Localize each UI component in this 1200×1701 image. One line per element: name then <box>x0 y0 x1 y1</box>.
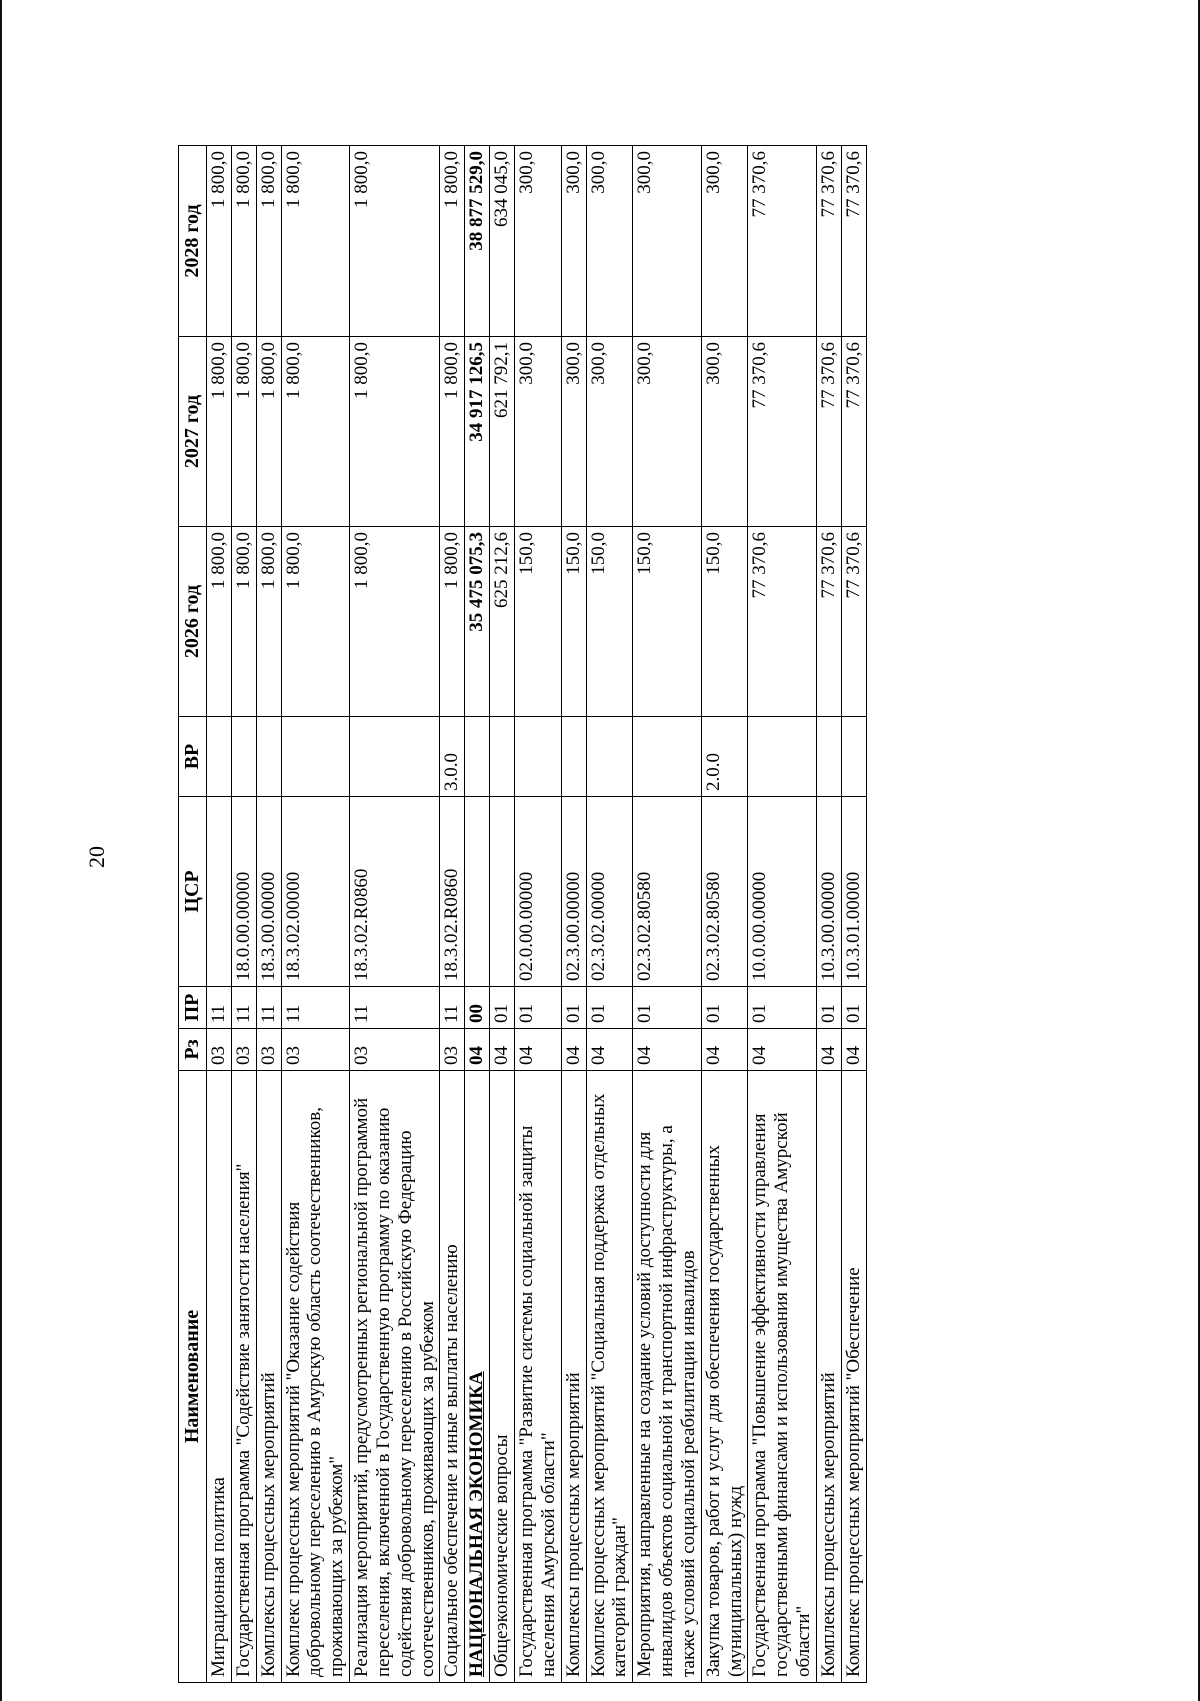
cell-pr: 11 <box>256 987 281 1029</box>
cell-2027: 300,0 <box>701 337 748 527</box>
table-row <box>841 146 866 1683</box>
cell-2028: 300,0 <box>586 146 633 337</box>
cell-vr <box>561 717 586 797</box>
cell-csr: 10.3.00.00000 <box>816 797 841 987</box>
cell-2026: 77 370,6 <box>748 527 817 717</box>
cell-name: Комплексы процессных мероприятий <box>256 1071 281 1683</box>
cell-2028: 1 800,0 <box>440 146 465 337</box>
header-rz: Рз <box>179 1029 207 1071</box>
cell-pr: 11 <box>440 987 465 1029</box>
header-2026: 2026 год <box>179 527 207 717</box>
table-row <box>748 146 817 1683</box>
cell-2028: 77 370,6 <box>841 146 866 337</box>
table-row <box>561 146 586 1683</box>
cell-pr: 01 <box>490 987 515 1029</box>
table-header-row <box>179 146 207 1683</box>
table-row <box>514 146 561 1683</box>
cell-vr: 3.0.0 <box>440 717 465 797</box>
cell-name: Комплексы процессных мероприятий <box>561 1071 586 1683</box>
cell-name: НАЦИОНАЛЬНАЯ ЭКОНОМИКА <box>465 1071 490 1683</box>
cell-2027: 1 800,0 <box>256 337 281 527</box>
cell-name: Комплексы процессных мероприятий <box>816 1071 841 1683</box>
rotated-page-content <box>178 146 867 1683</box>
cell-2027: 1 800,0 <box>281 337 350 527</box>
cell-2027: 34 917 126,5 <box>465 337 490 527</box>
cell-2027: 621 792,1 <box>490 337 515 527</box>
cell-rz: 04 <box>701 1029 748 1071</box>
cell-name: Закупка товаров, работ и услуг для обеспечения государственных (муниципальных) нужд <box>701 1071 748 1683</box>
cell-vr <box>350 717 440 797</box>
cell-2026: 625 212,6 <box>490 527 515 717</box>
cell-pr: 01 <box>514 987 561 1029</box>
cell-2026: 77 370,6 <box>816 527 841 717</box>
table-row <box>816 146 841 1683</box>
cell-csr: 18.3.02.R0860 <box>350 797 440 987</box>
cell-2026: 1 800,0 <box>350 527 440 717</box>
cell-name: Общеэкономические вопросы <box>490 1071 515 1683</box>
cell-vr <box>207 717 232 797</box>
cell-2026: 150,0 <box>633 527 702 717</box>
cell-pr: 11 <box>281 987 350 1029</box>
cell-pr: 01 <box>748 987 817 1029</box>
header-csr: ЦСР <box>179 797 207 987</box>
cell-name: Комплекс процессных мероприятий "Оказание содействия добровольному переселению в Амурскую область соотечественников, проживающих за рубежом" <box>281 1071 350 1683</box>
table-row <box>440 146 465 1683</box>
table-row <box>256 146 281 1683</box>
header-2028: 2028 год <box>179 146 207 337</box>
cell-vr <box>256 717 281 797</box>
cell-2026: 1 800,0 <box>231 527 256 717</box>
cell-2026: 1 800,0 <box>256 527 281 717</box>
cell-pr: 01 <box>633 987 702 1029</box>
cell-rz: 04 <box>748 1029 817 1071</box>
cell-csr: 18.3.02.R0860 <box>440 797 465 987</box>
cell-2026: 77 370,6 <box>841 527 866 717</box>
cell-pr: 01 <box>841 987 866 1029</box>
cell-csr: 18.3.02.00000 <box>281 797 350 987</box>
cell-csr: 10.0.00.00000 <box>748 797 817 987</box>
cell-vr <box>490 717 515 797</box>
cell-2026: 1 800,0 <box>440 527 465 717</box>
cell-2027: 300,0 <box>586 337 633 527</box>
cell-csr: 18.0.00.00000 <box>231 797 256 987</box>
cell-vr <box>816 717 841 797</box>
cell-2028: 300,0 <box>701 146 748 337</box>
cell-rz: 04 <box>465 1029 490 1071</box>
cell-name: Государственная программа "Содействие занятости населения" <box>231 1071 256 1683</box>
cell-2027: 1 800,0 <box>231 337 256 527</box>
cell-csr: 10.3.01.00000 <box>841 797 866 987</box>
cell-2027: 1 800,0 <box>440 337 465 527</box>
cell-csr: 02.0.00.00000 <box>514 797 561 987</box>
cell-2027: 300,0 <box>514 337 561 527</box>
cell-vr <box>514 717 561 797</box>
table-row <box>350 146 440 1683</box>
cell-pr: 00 <box>465 987 490 1029</box>
cell-2027: 300,0 <box>633 337 702 527</box>
cell-2026: 150,0 <box>514 527 561 717</box>
cell-rz: 03 <box>281 1029 350 1071</box>
cell-rz: 03 <box>350 1029 440 1071</box>
cell-2028: 77 370,6 <box>748 146 817 337</box>
cell-rz: 04 <box>561 1029 586 1071</box>
cell-csr: 18.3.00.00000 <box>256 797 281 987</box>
budget-table <box>178 145 867 1683</box>
cell-vr <box>281 717 350 797</box>
table-row <box>281 146 350 1683</box>
cell-2026: 150,0 <box>561 527 586 717</box>
cell-rz: 04 <box>633 1029 702 1071</box>
cell-vr <box>633 717 702 797</box>
table-row <box>207 146 232 1683</box>
cell-2028: 1 800,0 <box>256 146 281 337</box>
cell-pr: 01 <box>816 987 841 1029</box>
cell-2027: 77 370,6 <box>816 337 841 527</box>
cell-vr <box>465 717 490 797</box>
cell-2027: 300,0 <box>561 337 586 527</box>
cell-2027: 77 370,6 <box>841 337 866 527</box>
cell-rz: 04 <box>514 1029 561 1071</box>
cell-2026: 1 800,0 <box>281 527 350 717</box>
cell-rz: 03 <box>231 1029 256 1071</box>
cell-2028: 77 370,6 <box>816 146 841 337</box>
cell-2026: 150,0 <box>701 527 748 717</box>
cell-pr: 01 <box>586 987 633 1029</box>
cell-csr <box>207 797 232 987</box>
cell-2028: 300,0 <box>633 146 702 337</box>
cell-csr: 02.3.02.80580 <box>701 797 748 987</box>
cell-name: Миграционная политика <box>207 1071 232 1683</box>
header-pr: ПР <box>179 987 207 1029</box>
cell-vr <box>748 717 817 797</box>
cell-2028: 300,0 <box>561 146 586 337</box>
cell-2028: 300,0 <box>514 146 561 337</box>
cell-vr <box>231 717 256 797</box>
cell-2028: 1 800,0 <box>207 146 232 337</box>
cell-2028: 1 800,0 <box>231 146 256 337</box>
cell-csr: 02.3.02.80580 <box>633 797 702 987</box>
cell-vr <box>841 717 866 797</box>
cell-2027: 1 800,0 <box>207 337 232 527</box>
cell-pr: 11 <box>231 987 256 1029</box>
cell-pr: 11 <box>350 987 440 1029</box>
cell-2026: 35 475 075,3 <box>465 527 490 717</box>
cell-csr <box>490 797 515 987</box>
cell-2028: 1 800,0 <box>350 146 440 337</box>
cell-rz: 03 <box>256 1029 281 1071</box>
cell-pr: 01 <box>701 987 748 1029</box>
cell-2027: 1 800,0 <box>350 337 440 527</box>
cell-name: Мероприятия, направленные на создание условий доступности для инвалидов объектов социальной и транспортной инфраструктуры, а также условий социальной реабилитации инвалидов <box>633 1071 702 1683</box>
cell-2026: 1 800,0 <box>207 527 232 717</box>
cell-rz: 04 <box>816 1029 841 1071</box>
cell-name: Государственная программа "Повышение эффективности управления государственными финансами и использования имущества Амурской области" <box>748 1071 817 1683</box>
cell-rz: 04 <box>841 1029 866 1071</box>
table-row <box>465 146 490 1683</box>
cell-vr: 2.0.0 <box>701 717 748 797</box>
cell-csr: 02.3.02.00000 <box>586 797 633 987</box>
cell-2027: 77 370,6 <box>748 337 817 527</box>
table-body <box>207 146 867 1683</box>
header-vr: ВР <box>179 717 207 797</box>
cell-name: Социальное обеспечение и иные выплаты населению <box>440 1071 465 1683</box>
table-row <box>701 146 748 1683</box>
cell-2028: 634 045,0 <box>490 146 515 337</box>
header-name: Наименование <box>179 1071 207 1683</box>
cell-name: Реализация мероприятий, предусмотренных региональной программой переселения, включенной в Государственную программу по оказанию содействия добровольному переселению в Российскую Федерацию соотечественников, проживающих за рубежом <box>350 1071 440 1683</box>
scan-border-left <box>0 0 2 1701</box>
cell-csr <box>465 797 490 987</box>
cell-vr <box>586 717 633 797</box>
table-row <box>586 146 633 1683</box>
table-row <box>231 146 256 1683</box>
cell-csr: 02.3.00.00000 <box>561 797 586 987</box>
cell-2028: 38 877 529,0 <box>465 146 490 337</box>
cell-2028: 1 800,0 <box>281 146 350 337</box>
page-number: 20 <box>84 846 109 868</box>
cell-rz: 03 <box>440 1029 465 1071</box>
table-row <box>490 146 515 1683</box>
cell-pr: 01 <box>561 987 586 1029</box>
header-2027: 2027 год <box>179 337 207 527</box>
cell-2026: 150,0 <box>586 527 633 717</box>
cell-rz: 04 <box>586 1029 633 1071</box>
cell-pr: 11 <box>207 987 232 1029</box>
cell-name: Государственная программа "Развитие системы социальной защиты населения Амурской области" <box>514 1071 561 1683</box>
cell-name: Комплекс процессных мероприятий "Социальная поддержка отдельных категорий граждан" <box>586 1071 633 1683</box>
cell-name: Комплекс процессных мероприятий "Обеспечение <box>841 1071 866 1683</box>
cell-rz: 04 <box>490 1029 515 1071</box>
table-row <box>633 146 702 1683</box>
cell-rz: 03 <box>207 1029 232 1071</box>
